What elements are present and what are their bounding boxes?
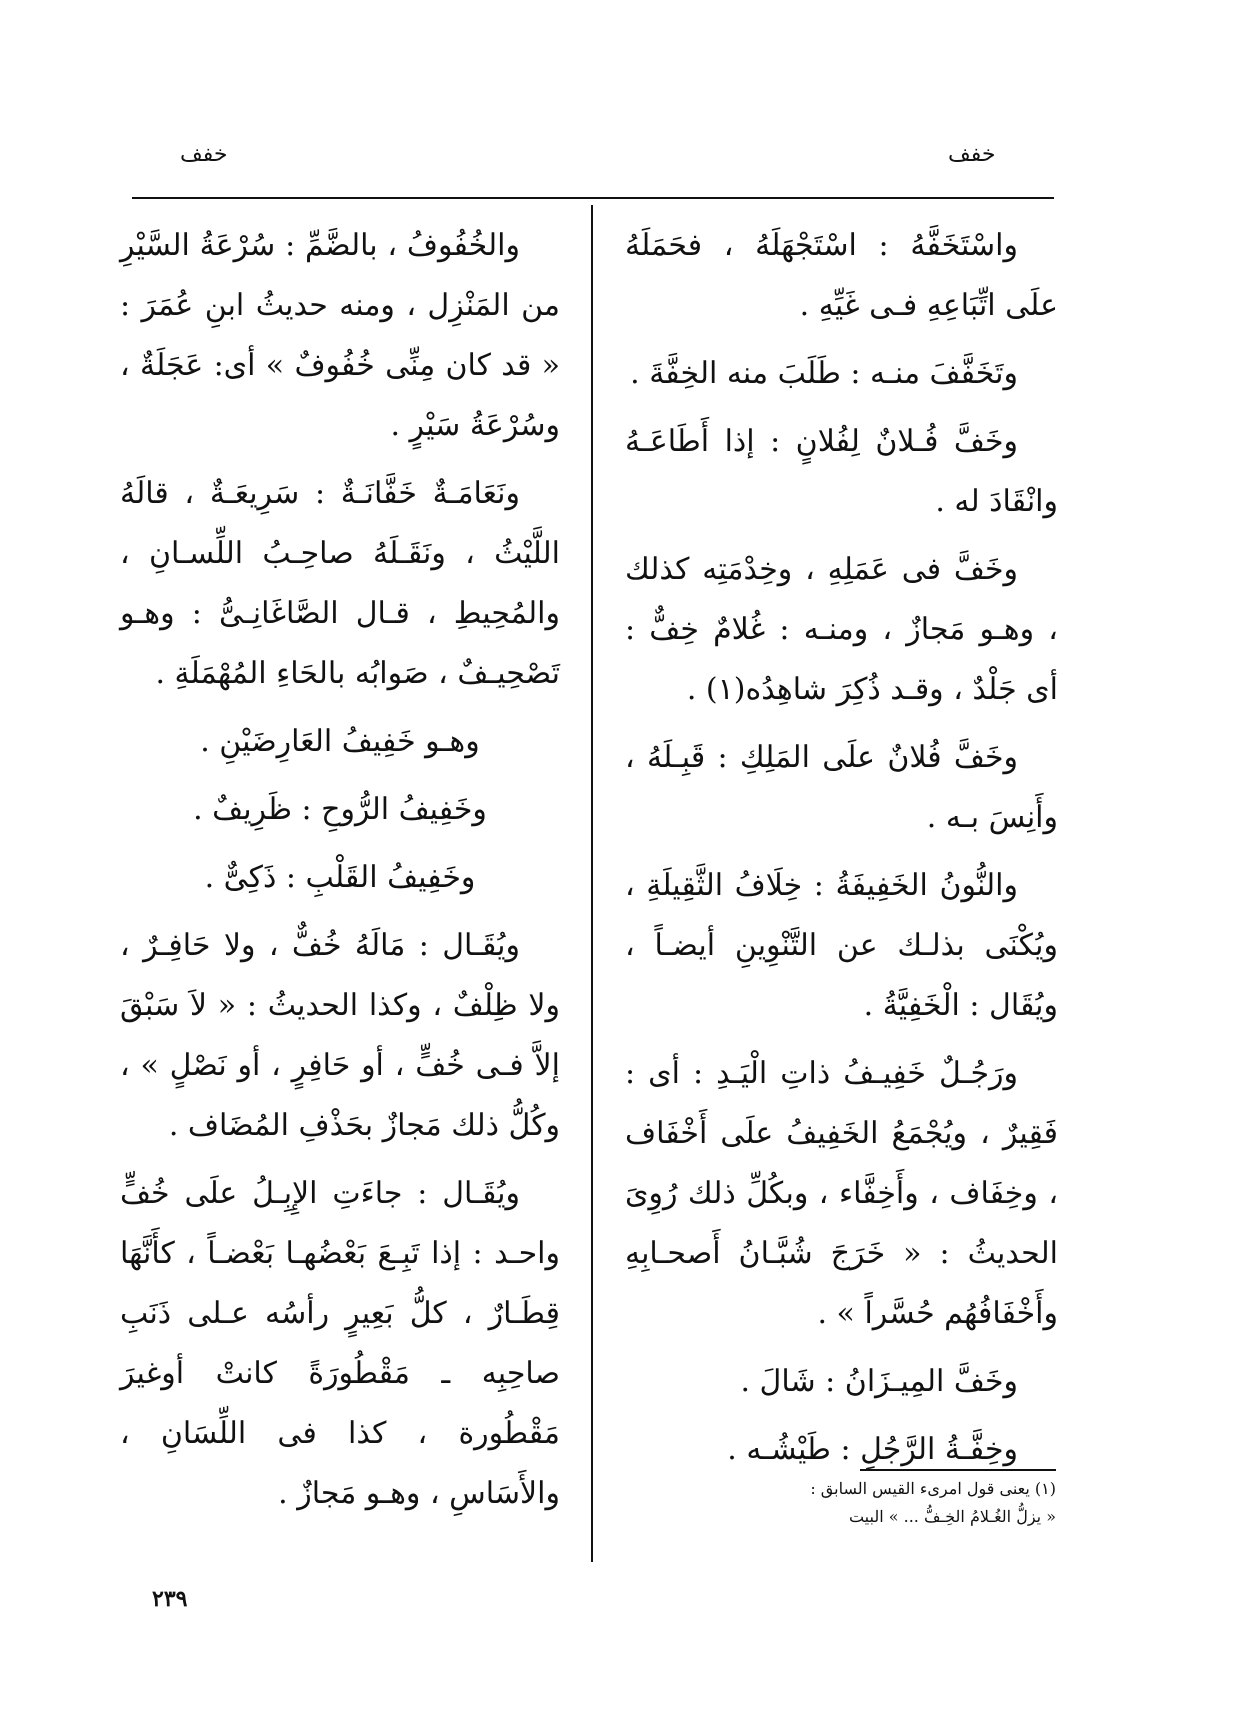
entry-paragraph: والنُّونُ الخَفِيفَةُ : خِلَافُ الثَّقِيلَةِ ، ويُكْنَى بذلـك عن التَّنْوِينِ أيضـاً ، ويُقَال : الْخَفِيَّةُ . xyxy=(625,868,1058,1023)
entry-paragraph: وهـو خَفِيفُ العَارِضَيْنِ . xyxy=(200,724,480,759)
header-rule xyxy=(132,197,1054,199)
footnote-line: « يزلُّ الغُـلامُ الخِـفُّ ... » البيت xyxy=(848,1507,1056,1526)
footnotes xyxy=(760,1475,1056,1531)
entry-paragraph: وخَفَّ فُـلانٌ لِفُلانٍ : إذا أَطَاعَـهُ وانْقَادَ له . xyxy=(625,424,1058,519)
entry-paragraph: والخُفُوفُ ، بالضَّمِّ : سُرْعَةُ السَّيْرِ من المَنْزِل ، ومنه حديثُ ابنِ عُمَرَ : « قد كان مِنِّى خُفُوفٌ » أى: عَجَلَةٌ ، وسُرْعَةُ سَيْرٍ . xyxy=(120,228,560,443)
left-column xyxy=(120,216,560,1532)
entry-paragraph: ويُقَـال : جاءَتِ الإِبِـلُ علَى خُفٍّ واحـد : إذا تَبِـعَ بَعْضُهـا بَعْضـاً ، كأَنَّهَا قِطَـارٌ ، كلُّ بَعِيرٍ رأسُه عـلى ذَنَبِ صاحِبِه ـ مَقْطُورَةً كانتْ أوغيرَ مَقْطُورة ، كذا فى اللِّسَانِ ، والأَسَاسِ ، وهـو مَجازٌ . xyxy=(120,1176,560,1511)
entry-paragraph: واسْتَخَفَّهُ : اسْتَجْهَلَهُ ، فحَمَلَهُ علَى اتِّبَاعِهِ فـى غَيِّهِ . xyxy=(625,228,1058,323)
entry-paragraph: وخَفَّ المِيـزَانُ : شَالَ . xyxy=(740,1364,1018,1399)
running-header-right: خفف xyxy=(948,142,996,167)
column-divider xyxy=(591,205,593,1562)
footnote-line: (١) يعنى قول امرىء القيس السابق : xyxy=(810,1479,1056,1498)
entry-paragraph: وتَخَفَّفَ منـه : طَلَبَ منه الخِفَّةَ . xyxy=(630,356,1018,391)
running-header-left: خفف xyxy=(180,142,228,167)
entry-paragraph: ورَجُـلٌ خَفِيـفُ ذاتِ الْيَـدِ : أى : فَقِيرٌ ، ويُجْمَعُ الخَفِيفُ علَى أَخْفَاف ، وخِفَاف ، وأَخِفَّاء ، وبكُلِّ ذلك رُوِىَ الحديثُ : « خَرَجَ شُبَّـانُ أَصحـابِهِ وأَخْفَافُهُم حُسَّراً » . xyxy=(625,1056,1058,1331)
entry-paragraph: وخَفِيفُ القَلْبِ : ذَكِىٌّ . xyxy=(204,860,476,895)
entry-paragraph: ونَعَامَـةٌ خَفَّانَـةٌ : سَرِيعَـةٌ ، قالَهُ اللَّيْثُ ، ونَقَـلَهُ صاحِـبُ اللِّسـانِ ، والمُحِيطِ ، قـال الصَّاغَانِـىُّ : وهـو تَصْحِيـفٌ ، صَوابُه بالحَاءِ المُهْمَلَةِ . xyxy=(120,476,560,691)
entry-paragraph: وخِفَّـةُ الرَّجُلِ : طَيْشُـه . xyxy=(727,1432,1018,1467)
page-number: ٢٣٩ xyxy=(152,1586,188,1612)
entry-paragraph: وخَفِيفُ الرُّوحِ : ظَرِيفٌ . xyxy=(193,792,487,827)
footnote-rule xyxy=(860,1469,1056,1471)
entry-paragraph: ويُقَـال : مَالَهُ خُفٌّ ، ولا حَافِـرٌ ، ولا ظِلْفٌ ، وكذا الحديثُ : « لاَ سَبْقَ إلاَّ فـى خُفٍّ ، أو حَافِرٍ ، أو نَصْلٍ » ، وكُلُّ ذلك مَجازٌ بحَذْفِ المُضَاف . xyxy=(120,928,560,1143)
entry-paragraph: وخَفَّ فُلانٌ علَى المَلِكِ : قَبِـلَهُ ، وأَنِسَ بـه . xyxy=(625,740,1058,835)
entry-paragraph: وخَفَّ فى عَمَلِهِ ، وخِدْمَتِه كذلك ، وهـو مَجازٌ ، ومنـه : غُلامٌ خِفٌّ : أى جَلْدٌ ، وقـد ذُكِرَ شاهِدُه(١) . xyxy=(625,552,1058,707)
right-column xyxy=(625,216,1058,1488)
